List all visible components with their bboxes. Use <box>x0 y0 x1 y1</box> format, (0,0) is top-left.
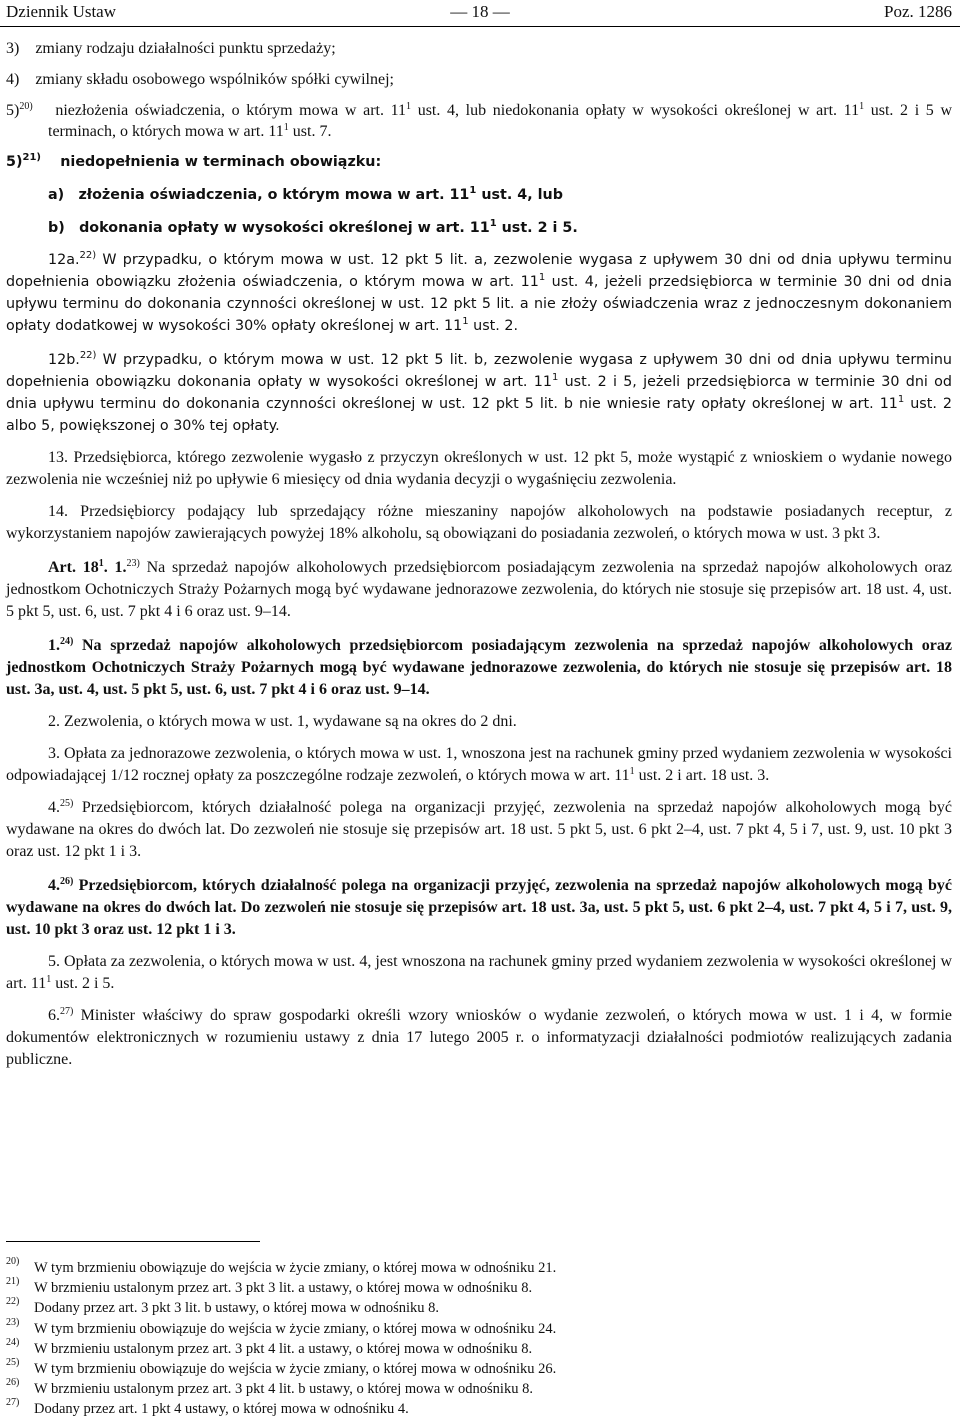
footnote-separator <box>6 1241 260 1242</box>
item-4: 4) zmiany składu osobowego wspólników spółki cywilnej; <box>6 71 394 88</box>
paragraph-4-amended: 4.$^{26)}$ Przedsiębiorcom, których działalność polega na organizacji przyjęć, zezwolenia na sprzedaż napojów alkoholowych mogą być wydawane na okres do dwóch lat. Do zezwoleń nie stosuje się przepisów art. 18 ust. 3a, ust. 5 pkt 5, ust. 6 pkt 2–4, ust. 7 pkt 4, 5 i 7, ust. 9, ust. 10 pkt 3 oraz ust. 12 pkt 1 i 3. <box>6 876 952 938</box>
paragraph-5: 5. Opłata za zezwolenia, o których mowa w ust. 4, jest wnoszona na rachunek gminy przed wydaniem zezwolenia w wysokości określonej w art. $11^1$ ust. 2 i 5. <box>6 953 952 992</box>
journal-title: Dziennik Ustaw <box>6 2 117 21</box>
item-5-amended: 5)$^{21)}$ niedopełnienia w terminach obowiązku: <box>6 152 382 170</box>
paragraph-2: 2. Zezwolenia, o których mowa w ust. 1, wydawane są na okres do 2 dni. <box>48 713 517 730</box>
paragraph-13: 13. Przedsiębiorca, którego zezwolenie wygasło z przyczyn określonych w ust. 12 pkt 5, może wystąpić z wnioskiem o wydanie nowego zezwolenia nie wcześniej niż po upływie 6 miesięcy od dnia wydania decyzji o wygaśnięciu zezwolenia. <box>6 449 952 488</box>
page-header <box>0 0 960 27</box>
paragraph-6: 6.$^{27)}$ Minister właściwy do spraw gospodarki określi wzory wniosków o wydanie zezwoleń, o których mowa w ust. 1 i 4, w formie dokumentów elektronicznych w rozumieniu ustawy z dnia 17 lutego 2005 r. o informatyzacji działalności podmiotów realizujących zadania publiczne. <box>6 1006 952 1068</box>
item-3: 3) zmiany rodzaju działalności punktu sprzedaży; <box>6 40 336 57</box>
paragraph-4-current: 4.$^{25)}$ Przedsiębiorcom, których działalność polega na organizacji przyjęć, zezwolenia na sprzedaż napojów alkoholowych mogą być wydawane na okres do dwóch lat. Do zezwoleń nie stosuje się przepisów art. 18 ust. 5 pkt 5, ust. 6 pkt 2–4, ust. 7 pkt 4, 5 i 7, ust. 9, ust. 10 pkt 3 oraz ust. 12 pkt 1 i 3. <box>6 798 952 860</box>
paragraph-12a: 12a.$^{22)}$ W przypadku, o którym mowa w ust. 12 pkt 5 lit. a, zezwolenie wygasa z upływem 30 dni od dnia upływu terminu dopełnienia obowiązku złożenia oświadczenia, o którym mowa w art. $11^1$ ust. 4, jeżeli przedsiębiorca w terminie 30 dni od dnia upływu terminu do dokonania czynności określonej w ust. 12 pkt 5 lit. a nie złoży oświadczenia wraz z jednoczesnym dokonaniem opłaty dodatkowej w wysokości 30% opłaty określonej w art. $11^1$ ust. 2. <box>6 250 952 334</box>
paragraph-14: 14. Przedsiębiorcy podający lub sprzedający różne mieszaniny napojów alkoholowych na podstawie posiadanych receptur, z wykorzystaniem napojów zawierających powyżej 18% alkoholu, są obowiązani do posiadania zezwoleń, o których mowa w ust. 3 pkt 3. <box>6 503 952 542</box>
page-number: — 18 — <box>450 2 510 21</box>
item-5-current: 5)$^{20)}$ niezłożenia oświadczenia, o którym mowa w art. $11^1$ ust. 4, lub niedokonania opłaty w wysokości określonej w art. $11^1$ ust. 2 i 5 w terminach, o których mowa w art. $11^1$ ust. 7. <box>6 101 952 140</box>
position-number: Poz. 1286 <box>884 2 952 21</box>
paragraph-12b: 12b.$^{22)}$ W przypadku, o którym mowa w ust. 12 pkt 5 lit. b, zezwolenie wygasa z upływem 30 dni od dnia upływu terminu dopełnienia obowiązku dokonania opłaty w wysokości określonej w art. $11^1$ ust. 2 i 5, jeżeli przedsiębiorca w terminie 30 dni od dnia upływu terminu do dokonania czynności określonej w ust. 12 pkt 5 lit. b nie wniesie raty opłaty określonej w art. $11^1$ ust. 2 albo 5, powiększonej o 30% tej opłaty. <box>6 350 952 434</box>
letter-b: b) dokonania opłaty w wysokości określonej w art. $11^1$ ust. 2 i 5. <box>48 218 578 236</box>
main-text <box>6 38 952 1071</box>
paragraph-1-amended: 1.$^{24)}$ Na sprzedaż napojów alkoholowych przedsiębiorcom posiadającym zezwolenia na sprzedaż napojów alkoholowych oraz jednostkom Ochotniczych Straży Pożarnych mogą być wydawane jednorazowe zezwolenia, do których nie stosuje się przepisów art. 18 ust. 3a, ust. 4, ust. 5 pkt 5, ust. 6, ust. 7 pkt 4 i 6 oraz ust. 9–14. <box>6 636 952 698</box>
paragraph-3: 3. Opłata za jednorazowe zezwolenia, o których mowa w ust. 1, wnoszona jest na rachunek gminy przed wydaniem zezwolenia w wysokości odpowiadającej 1/12 rocznej opłaty za poszczególne rodzaje zezwoleń, o których mowa w art. $11^1$ ust. 2 i art. 18 ust. 3. <box>6 745 952 784</box>
item-5-letters <box>6 185 952 239</box>
document-page: Dziennik Ustaw — 18 — Poz. 1286 3) zmiany rodzaju działalności punktu sprzedaży; 4) zmiany składu osobowego wspólników spółki cywilnej; 5)$^{20)}$ niezłożenia oświadczenia, o którym mowa w art. $11^1$ ust. 4, lub niedokonania opłaty w wysokości określonej w art. $11^1$ ust. 2 i 5 w terminach, o których mowa w art. $11^1$ ust. 7. 5)$^{21)}$ niedopełnienia w terminach obowiązku: a) złożenia oświadczenia, o którym mowa w art. $11^1$ ust. 4, lub b) dokonania opłaty w wysokości określonej w art. $11^1$ ust. 2 i 5. 12a.$^{22)}$ W przypadku, o którym mowa w ust. 12 pkt 5 lit. a, zezwolenie wygasa z upływem 30 dni od dnia upływu terminu dopełnienia obowiązku złożenia oświadczenia, o którym mowa w art. $11^1$ ust. 4, jeżeli przedsiębiorca w terminie 30 dni od dnia upływu terminu do dokonania czynności określonej w ust. 12 pkt 5 lit. a nie złoży oświadczenia wraz z jednoczesnym dokonaniem opłaty dodatkowej w wysokości 30% opłaty określonej w art. $11^1$ ust. 2. 12b.$^{22)}$ W przypadku, o którym mowa w ust. 12 pkt 5 lit. b, zezwolenie wygasa z upływem 30 dni od dnia upływu terminu dopełnienia obowiązku dokonania opłaty w wysokości określonej w art. $11^1$ ust. 2 i 5, jeżeli przedsiębiorca w terminie 30 dni od dnia upływu terminu do dokonania czynności określonej w ust. 12 pkt 5 lit. b nie wniesie raty opłaty określonej w art. $11^1$ ust. 2 albo 5, powiększonej o 30% tej opłaty. 13. Przedsiębiorca, którego zezwolenie wygasło z przyczyn określonych w ust. 12 pkt 5, może wystąpić z wnioskiem o wydanie nowego zezwolenia nie wcześniej niż po upływie 6 miesięcy od dnia wydania decyzji o wygaśnięciu zezwolenia. 14. Przedsiębiorcy podający lub sprzedający różne mieszaniny napojów alkoholowych na podstawie posiadanych receptur, z wykorzystaniem napojów zawierających powyżej 18% alkoholu, są obowiązani do posiadania zezwoleń, o których mowa w ust. 3 pkt 3. Art. $18^1$. 1.$^{23)}$ Na sprzedaż napojów alkoholowych przedsiębiorcom posiadającym zezwolenia na sprzedaż napojów alkoholowych oraz jednostkom Ochotniczych Straży Pożarnych mogą być wydawane jednorazowe zezwolenia, do których nie stosuje się przepisów art. 18 ust. 4, ust. 5 pkt 5, ust. 6, ust. 7 pkt 4 i 6 oraz ust. 9–14. 1.$^{24)}$ Na sprzedaż napojów alkoholowych przedsiębiorcom posiadającym zezwolenia na sprzedaż napojów alkoholowych oraz jednostkom Ochotniczych Straży Pożarnych mogą być wydawane jednorazowe zezwolenia, do których nie stosuje się przepisów art. 18 ust. 3a, ust. 4, ust. 5 pkt 5, ust. 6, ust. 7 pkt 4 i 6 oraz ust. 9–14. 2. Zezwolenia, o których mowa w ust. 1, wydawane są na okres do 2 dni. 3. Opłata za jednorazowe zezwolenia, o których mowa w ust. 1, wnoszona jest na rachunek gminy przed wydaniem zezwolenia w wysokości odpowiadającej 1/12 rocznej opłaty za poszczególne rodzaje zezwoleń, o których mowa w art. $11^1$ ust. 2 i art. 18 ust. 3. 4.$^{25)}$ Przedsiębiorcom, których działalność polega na organizacji przyjęć, zezwolenia na sprzedaż napojów alkoholowych mogą być wydawane na okres do dwóch lat. Do zezwoleń nie stosuje się przepisów art. 18 ust. 5 pkt 5, ust. 6 pkt 2–4, ust. 7 pkt 4, 5 i 7, ust. 9, ust. 10 pkt 3 oraz ust. 12 pkt 1 i 3. 4.$^{26)}$ Przedsiębiorcom, których działalność polega na organizacji przyjęć, zezwolenia na sprzedaż napojów alkoholowych mogą być wydawane na okres do dwóch lat. Do zezwoleń nie stosuje się przepisów art. 18 ust. 3a, ust. 5 pkt 5, ust. 6 pkt 2–4, ust. 7 pkt 4, 5 i 7, ust. 9, ust. 10 pkt 3 oraz ust. 12 pkt 1 i 3. 5. Opłata za zezwolenia, o których mowa w ust. 4, jest wnoszona na rachunek gminy przed wydaniem zezwolenia w wysokości określonej w art. $11^1$ ust. 2 i 5. 6.$^{27)}$ Minister właściwy do spraw gospodarki określi wzory wniosków o wydanie zezwoleń, o których mowa w ust. 1 i 4, w formie dokumentów elektronicznych w rozumieniu ustawy z dnia 17 lutego 2005 r. o informatyzacji działalności podmiotów realizujących zadania publiczne. 20) W tym brzmieniu obowiązuje do wejścia w życie zmiany, o której mowa w odnośniku 21. 21) W brzmieniu ustalonym przez art. 3 pkt 3 lit. a ustawy, o której mowa w odnośniku 8. 22) Dodany przez art. 3 pkt 3 lit. b ustawy, o której mowa w odnośniku 8. 23) W tym brzmieniu obowiązuje do wejścia w życie zmiany, o której mowa w odnośniku 24. 24) W brzmieniu ustalonym przez art. 3 pkt 4 lit. a ustawy, o której mowa w odnośniku 8. 25) W tym brzmieniu obowiązuje do wejścia w życie zmiany, o której mowa w odnośniku 26. 26) W brzmieniu ustalonym przez art. 3 pkt 4 lit. b ustawy, o której mowa w odnośniku 8. 27) Dodany przez art. 1 pkt 4 ustawy, o której mowa w odnośniku 4. <box>0 0 960 1425</box>
letter-a: a) złożenia oświadczenia, o którym mowa w art. $11^1$ ust. 4, lub <box>48 185 563 203</box>
article-18-1-current: Art. $18^1$. 1.$^{23)}$ Na sprzedaż napojów alkoholowych przedsiębiorcom posiadającym zezwolenia na sprzedaż napojów alkoholowych oraz jednostkom Ochotniczych Straży Pożarnych mogą być wydawane jednorazowe zezwolenia, do których nie stosuje się przepisów art. 18 ust. 4, ust. 5 pkt 5, ust. 6, ust. 7 pkt 4 i 6 oraz ust. 9–14. <box>6 558 953 620</box>
